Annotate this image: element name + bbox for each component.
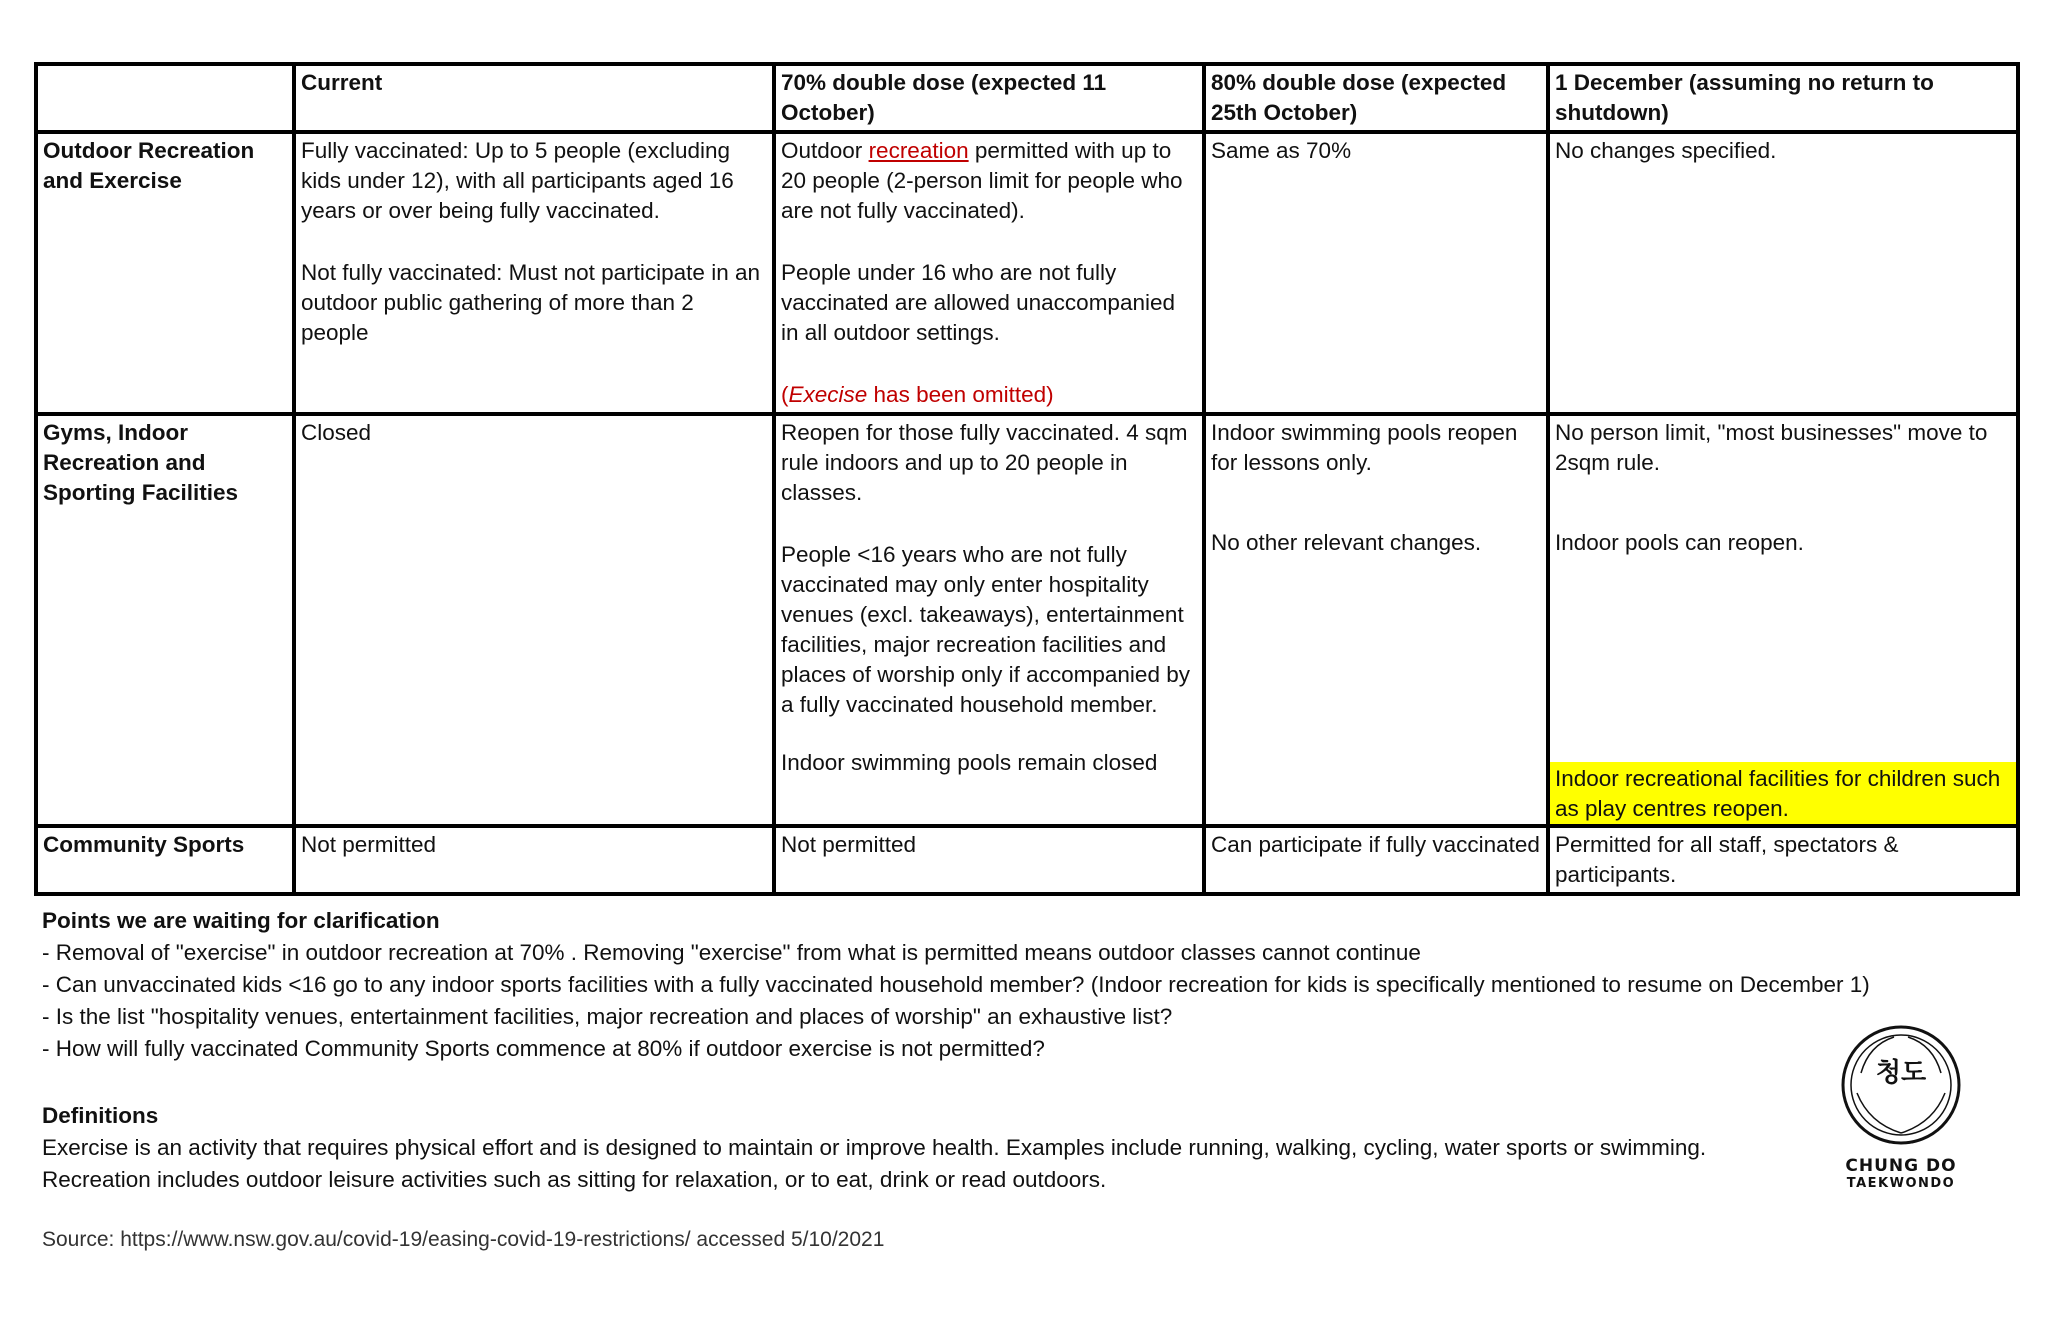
logo-glyph: 청도 <box>1875 1058 1927 1088</box>
note-item: - How will fully vaccinated Community Sports commence at 80% if outdoor exercise is not permitted? <box>42 1036 1045 1061</box>
cell-gyms-current: Closed <box>294 414 774 826</box>
logo-emblem-icon <box>1839 1023 1963 1147</box>
header-current: Current <box>294 64 774 132</box>
definitions <box>42 1100 1872 1196</box>
note-item: - Removal of "exercise" in outdoor recreation at 70% . Removing "exercise" from what is permitted means outdoor classes cannot continue <box>42 940 1421 965</box>
definition-exercise: Exercise is an activity that requires physical effort and is designed to maintain or improve health. Examples include running, walking, cycling, water sports or swimming. <box>42 1135 1707 1160</box>
source-line: Source: https://www.nsw.gov.au/covid-19/easing-covid-19-restrictions/ accessed 5/10/2021 <box>42 1228 885 1251</box>
cell-outdoor-current <box>294 132 774 414</box>
cell-community-70pct: Not permitted <box>774 826 1204 894</box>
chung-do-logo <box>1836 1023 1966 1192</box>
note-item: - Is the list "hospitality venues, entertainment facilities, major recreation and places of worship" an exhaustive list? <box>42 1004 1173 1029</box>
row-community-sports <box>36 826 2018 894</box>
cell-community-current: Not permitted <box>294 826 774 894</box>
gyms-80-no-changes: No other relevant changes. <box>1211 530 1482 555</box>
outdoor-current-vaccinated: Fully vaccinated: Up to 5 people (excluding kids under 12), with all participants aged 16 years or over being fully vaccinated. <box>301 138 734 223</box>
logo-sub: TAEKWONDO <box>1846 1176 1956 1191</box>
row-label-gyms: Gyms, Indoor Recreation and Sporting Facilities <box>36 414 294 826</box>
gyms-70-reopen: Reopen for those fully vaccinated. 4 sqm rule indoors and up to 20 people in classes. <box>781 420 1188 505</box>
definitions-title: Definitions <box>42 1103 159 1128</box>
gyms-70-pools: Indoor swimming pools remain closed <box>781 750 1158 775</box>
gyms-dec1-pools: Indoor pools can reopen. <box>1555 530 1804 555</box>
cell-gyms-80pct <box>1204 414 1548 826</box>
cell-gyms-dec1 <box>1548 414 2018 826</box>
cell-outdoor-dec1: No changes specified. <box>1548 132 2018 414</box>
header-80pct: 80% double dose (expected 25th October) <box>1204 64 1548 132</box>
logo-name: CHUNG DO <box>1845 1156 1957 1176</box>
header-blank <box>36 64 294 132</box>
row-label-community: Community Sports <box>36 826 294 894</box>
outdoor-70-omitted-note: (Execise has been omitted) <box>781 382 1054 407</box>
header-70pct: 70% double dose (expected 11 October) <box>774 64 1204 132</box>
cell-community-dec1: Permitted for all staff, spectators & participants. <box>1548 826 2018 894</box>
clarification-notes <box>42 905 2032 1065</box>
notes-title: Points we are waiting for clarification <box>42 908 440 933</box>
cell-outdoor-80pct: Same as 70% <box>1204 132 1548 414</box>
gyms-80-pools: Indoor swimming pools reopen for lessons only. <box>1211 420 1518 475</box>
outdoor-70-under16: People under 16 who are not fully vaccinated are allowed unaccompanied in all outdoor settings. <box>781 260 1176 345</box>
row-gyms <box>36 414 2018 826</box>
gyms-dec1-person-limit: No person limit, "most businesses" move to 2sqm rule. <box>1555 420 1988 475</box>
restrictions-table <box>34 62 2020 896</box>
gyms-dec1-highlight: Indoor recreational facilities for children such as play centres reopen. <box>1550 762 2016 824</box>
definition-recreation: Recreation includes outdoor leisure activities such as sitting for relaxation, or to eat, drink or read outdoors. <box>42 1167 1107 1192</box>
gyms-70-under16: People <16 years who are not fully vaccinated may only enter hospitality venues (excl. takeaways), entertainment facilities, major recreation facilities and places of worship only if accompanied by a fully vaccinated household member. <box>781 542 1190 717</box>
cell-outdoor-70pct <box>774 132 1204 414</box>
outdoor-current-not-vaccinated: Not fully vaccinated: Must not participate in an outdoor public gathering of more than 2 people <box>301 260 760 345</box>
header-1-december: 1 December (assuming no return to shutdown) <box>1548 64 2018 132</box>
cell-gyms-70pct <box>774 414 1204 826</box>
cell-community-80pct: Can participate if fully vaccinated <box>1204 826 1548 894</box>
outdoor-70-text: Outdoor recreation permitted with up to 20 people (2-person limit for people who are not fully vaccinated). <box>781 138 1183 223</box>
row-outdoor-recreation <box>36 132 2018 414</box>
header-row <box>36 64 2018 132</box>
recreation-link[interactable]: recreation <box>868 138 969 163</box>
row-label-outdoor: Outdoor Recreation and Exercise <box>36 132 294 414</box>
note-item: - Can unvaccinated kids <16 go to any indoor sports facilities with a fully vaccinated household member? (Indoor recreation for kids is specifically mentioned to resume on December 1) <box>42 972 1870 997</box>
